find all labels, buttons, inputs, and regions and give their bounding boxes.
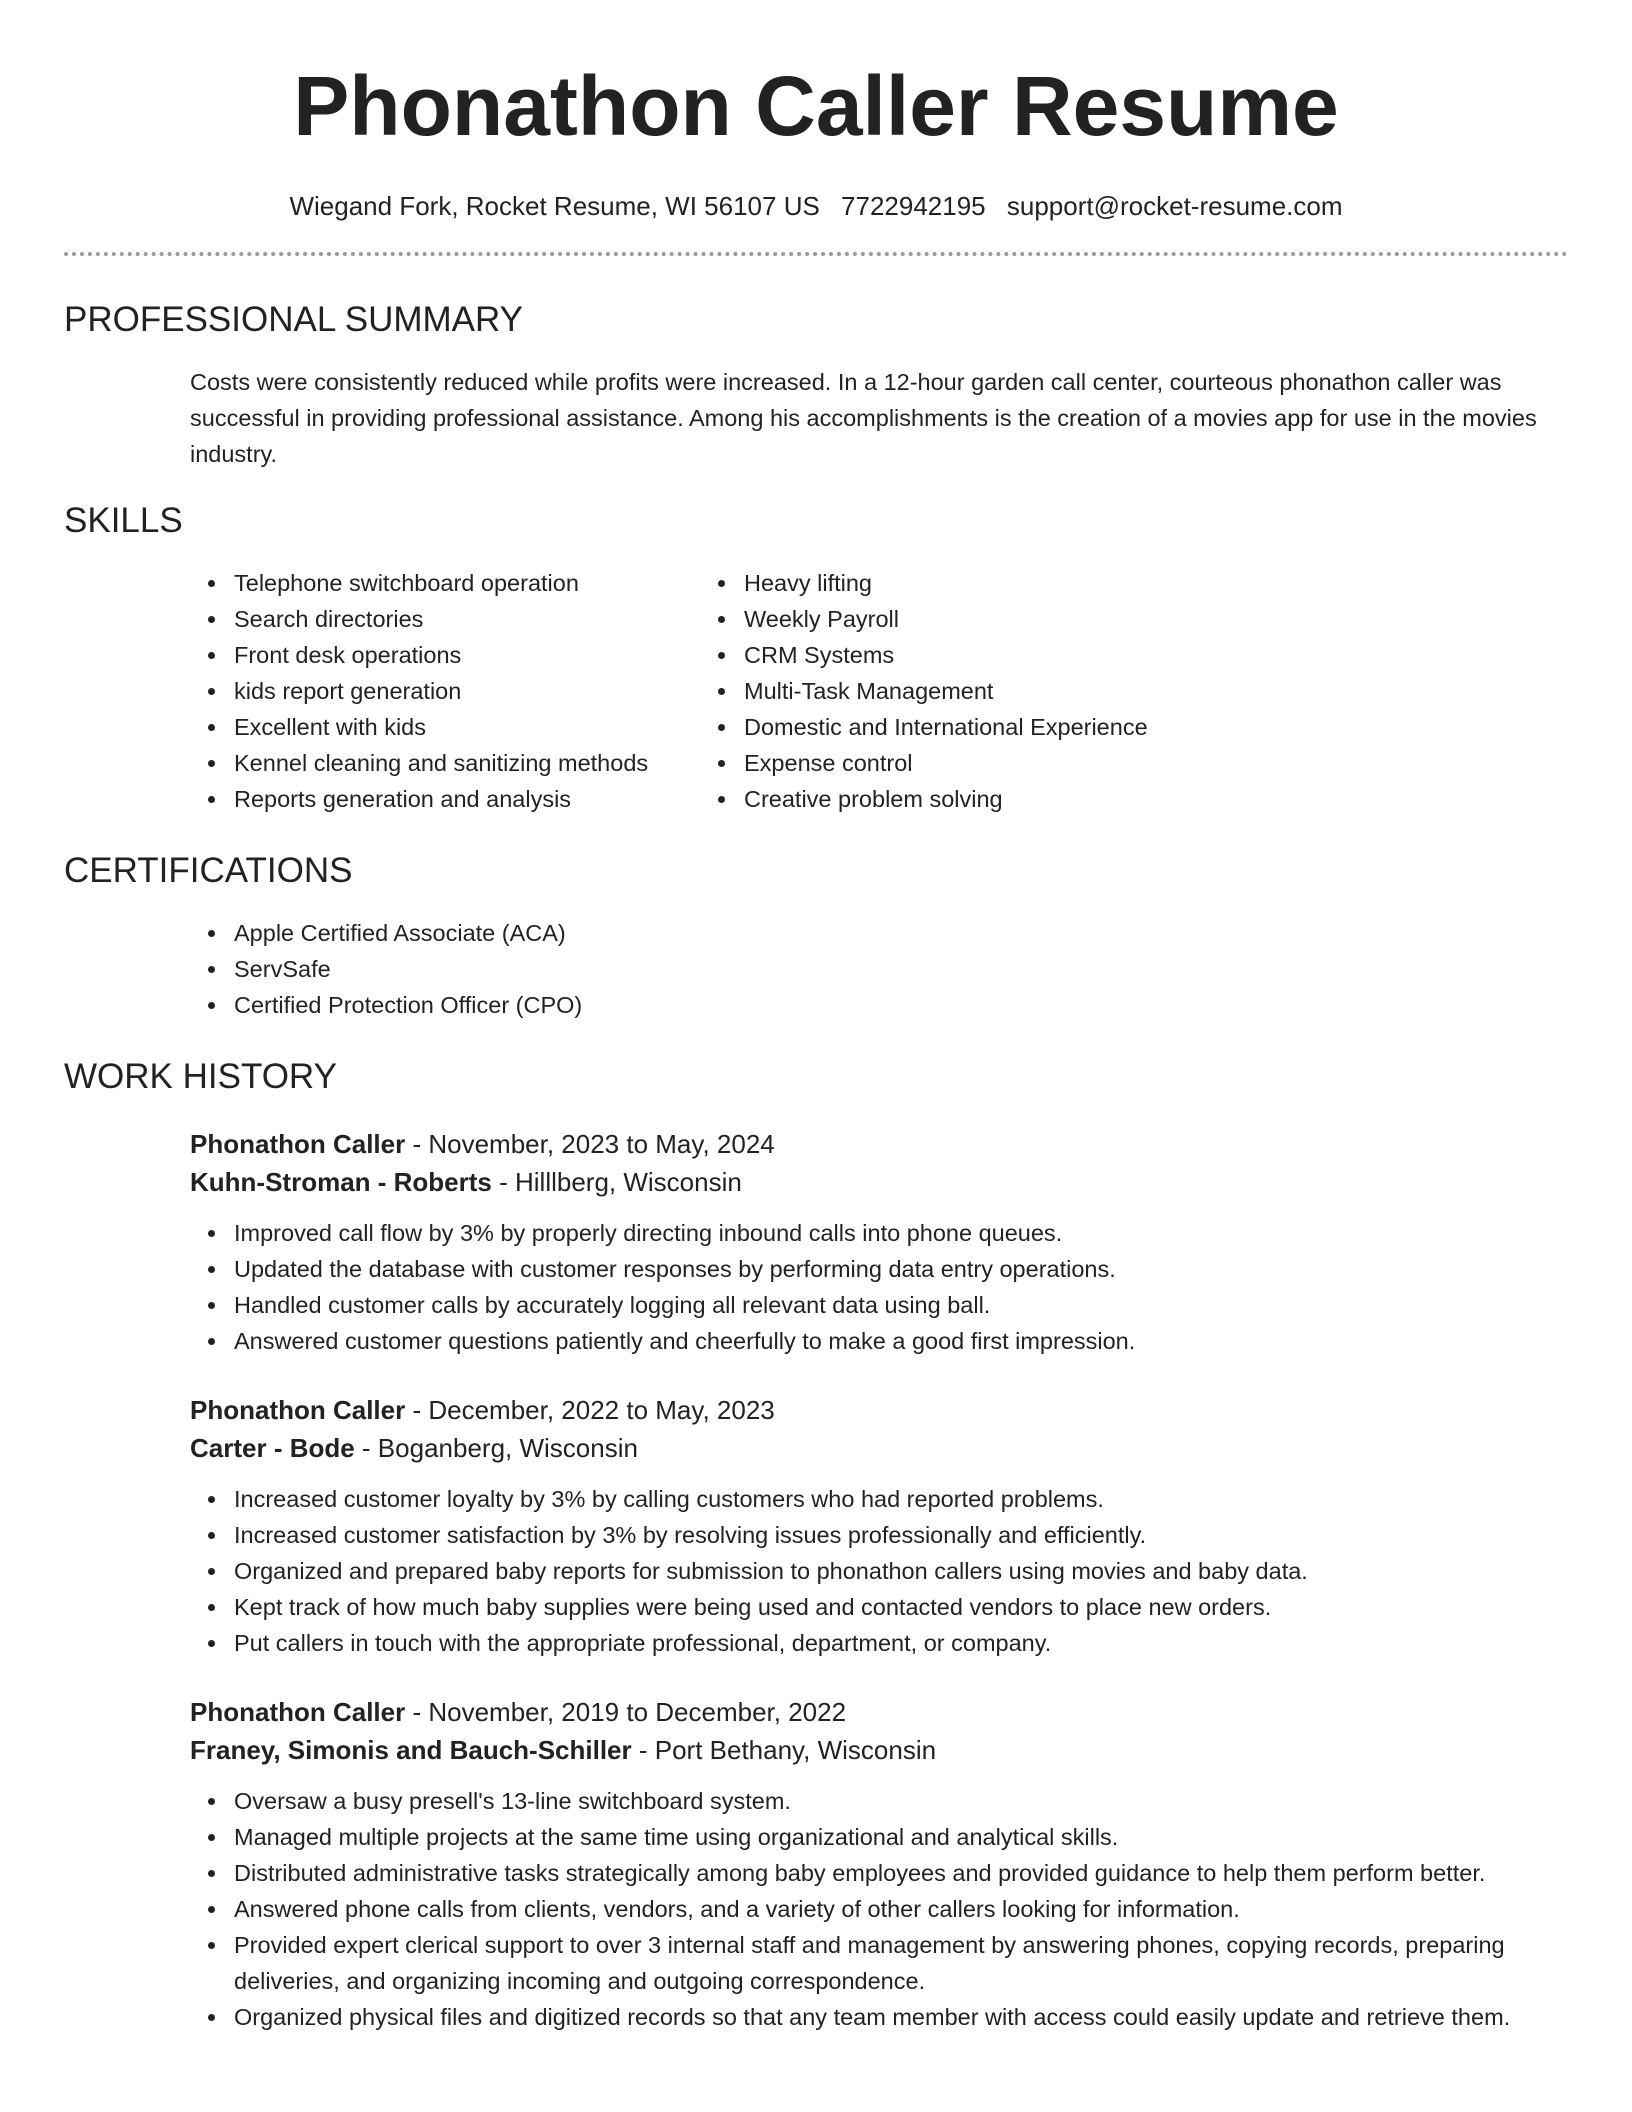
skill-item: Reports generation and analysis <box>64 781 744 817</box>
skill-item: Domestic and International Experience <box>574 709 1148 745</box>
section-heading-work-history: WORK HISTORY <box>64 1057 337 1096</box>
section-heading-certifications: CERTIFICATIONS <box>64 851 353 890</box>
skill-item: kids report generation <box>64 673 744 709</box>
job-bullet: Managed multiple projects at the same time using organizational and analytical skills. <box>64 1819 1568 1855</box>
skill-item: Multi-Task Management <box>574 673 1148 709</box>
skills-columns <box>64 565 1568 817</box>
job-title-line <box>190 1693 1568 1731</box>
resume-page <box>64 0 1568 2035</box>
job-title-line <box>190 1391 1568 1429</box>
job-dates: - November, 2019 to December, 2022 <box>405 1697 847 1727</box>
certification-item: Apple Certified Associate (ACA) <box>64 915 1568 951</box>
job-bullet: Provided expert clerical support to over 3 internal staff and management by answering phones, copying records, preparing deliveries, and organizing incoming and outgoing correspondence. <box>64 1927 1568 1999</box>
job-bullets <box>64 1783 1568 2035</box>
skill-item: Kennel cleaning and sanitizing methods <box>64 745 744 781</box>
work-history-section <box>64 1055 1568 2035</box>
job-bullet: Increased customer loyalty by 3% by calling customers who had reported problems. <box>64 1481 1568 1517</box>
certifications-list <box>64 915 1568 1023</box>
skill-item: Expense control <box>574 745 1148 781</box>
contact-address: Wiegand Fork, Rocket Resume, WI 56107 US <box>289 191 820 221</box>
job-location: - Boganberg, Wisconsin <box>354 1433 638 1463</box>
contact-phone: 7722942195 <box>841 191 986 221</box>
job-bullet: Organized physical files and digitized records so that any team member with access could easily update and retrieve them. <box>64 1999 1568 2035</box>
job-bullet: Kept track of how much baby supplies were being used and contacted vendors to place new orders. <box>64 1589 1568 1625</box>
job-dates: - November, 2023 to May, 2024 <box>405 1129 775 1159</box>
certification-item: ServSafe <box>64 951 1568 987</box>
skills-list-right <box>574 565 1148 817</box>
section-heading-skills: SKILLS <box>64 501 183 540</box>
contact-line <box>64 190 1568 222</box>
skill-item: Heavy lifting <box>574 565 1148 601</box>
job-title: Phonathon Caller <box>190 1129 406 1159</box>
job-company: Carter - Bode <box>190 1433 355 1463</box>
job-company-line <box>190 1731 1568 1769</box>
job-location: - Port Bethany, Wisconsin <box>631 1735 937 1765</box>
job-bullet: Put callers in touch with the appropriate professional, department, or company. <box>64 1625 1568 1661</box>
job-dates: - December, 2022 to May, 2023 <box>405 1395 775 1425</box>
job-company-line <box>190 1429 1568 1467</box>
certifications-section <box>64 849 1568 1023</box>
job-bullet: Oversaw a busy presell's 13-line switchboard system. <box>64 1783 1568 1819</box>
job-location: - Hilllberg, Wisconsin <box>491 1167 742 1197</box>
contact-email: support@rocket-resume.com <box>1006 191 1343 221</box>
skill-item: Telephone switchboard operation <box>64 565 744 601</box>
job-company: Kuhn-Stroman - Roberts <box>190 1167 492 1197</box>
skill-item: Front desk operations <box>64 637 744 673</box>
skill-item: Creative problem solving <box>574 781 1148 817</box>
job-company: Franey, Simonis and Bauch-Schiller <box>190 1735 632 1765</box>
job-bullet: Handled customer calls by accurately logging all relevant data using ball. <box>64 1287 1568 1323</box>
job-title-line <box>190 1125 1568 1163</box>
skills-section <box>64 499 1568 817</box>
job-bullets <box>64 1481 1568 1661</box>
job-bullet: Increased customer satisfaction by 3% by resolving issues professionally and efficiently. <box>64 1517 1568 1553</box>
job-entry <box>190 1693 1568 2035</box>
job-entry <box>190 1391 1568 1661</box>
job-entry <box>190 1125 1568 1359</box>
skill-item: Weekly Payroll <box>574 601 1148 637</box>
skill-item: CRM Systems <box>574 637 1148 673</box>
job-company-line <box>190 1163 1568 1201</box>
job-bullet: Updated the database with customer responses by performing data entry operations. <box>64 1251 1568 1287</box>
job-bullet: Answered phone calls from clients, vendors, and a variety of other callers looking for information. <box>64 1891 1568 1927</box>
skill-item: Search directories <box>64 601 744 637</box>
header-divider <box>64 252 1568 256</box>
job-bullets <box>64 1215 1568 1359</box>
certification-item: Certified Protection Officer (CPO) <box>64 987 1568 1023</box>
job-bullet: Distributed administrative tasks strategically among baby employees and provided guidance to help them perform better. <box>64 1855 1568 1891</box>
section-heading-summary: PROFESSIONAL SUMMARY <box>64 300 523 339</box>
job-title: Phonathon Caller <box>190 1395 406 1425</box>
job-title: Phonathon Caller <box>190 1697 406 1727</box>
job-bullet: Answered customer questions patiently and cheerfully to make a good first impression. <box>64 1323 1568 1359</box>
resume-title: Phonathon Caller Resume <box>293 59 1339 153</box>
professional-summary-section <box>64 298 1568 472</box>
job-bullet: Organized and prepared baby reports for submission to phonathon callers using movies and baby data. <box>64 1553 1568 1589</box>
skill-item: Excellent with kids <box>64 709 744 745</box>
summary-text: Costs were consistently reduced while profits were increased. In a 12-hour garden call center, courteous phonathon caller was successful in providing professional assistance. Among his accomplishments is the creation of a movies app for use in the movies industry. <box>190 369 1537 467</box>
job-bullet: Improved call flow by 3% by properly directing inbound calls into phone queues. <box>64 1215 1568 1251</box>
